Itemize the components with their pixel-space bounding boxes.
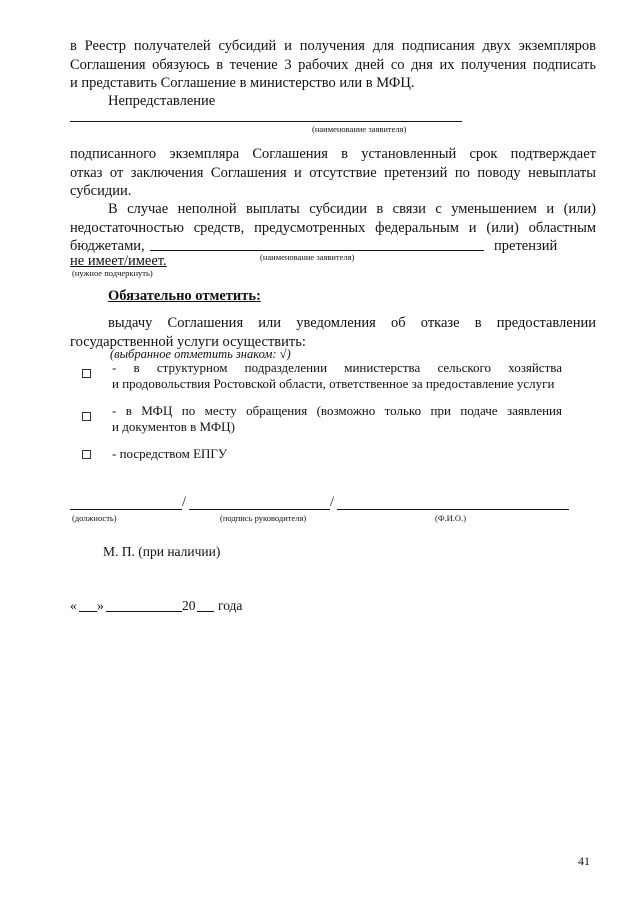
signature-caption: (подпись руководителя)	[220, 513, 307, 523]
applicant-caption-2: (наименование заявителя)	[260, 252, 355, 262]
full-name-caption: (Ф.И.О.)	[435, 513, 467, 523]
paragraph-line: подписанного экземпляра Соглашения в установленный срок подтверждает	[70, 146, 596, 162]
signature-line	[189, 509, 330, 510]
option-ministry	[112, 360, 562, 392]
budgets-label: бюджетами,	[70, 238, 145, 254]
signature-slash: /	[182, 494, 187, 510]
option-mfc	[112, 403, 562, 435]
applicant-caption-1: (наименование заявителя)	[312, 124, 407, 134]
option-line: и документов в МФЦ)	[112, 419, 235, 434]
paragraph-line: недостаточностью средств, предусмотренных федеральным и (или) областным	[70, 219, 596, 236]
paragraph-line: Соглашения обязуюсь в течение 3 рабочих дней со дня их получения подписать	[70, 56, 596, 73]
signature-slash: /	[330, 494, 335, 510]
date-year-line	[197, 611, 214, 612]
nonsubmission-label: Непредставление	[108, 93, 216, 109]
paragraph-line: государственной услуги осуществить:	[70, 333, 306, 350]
option-epgu	[112, 446, 562, 462]
option-line: - посредством ЕПГУ	[112, 446, 228, 461]
position-line	[70, 509, 182, 510]
position-caption: (должность)	[72, 513, 117, 523]
selection-hint: (выбранное отметить знаком: √)	[110, 347, 291, 361]
date-month-line	[106, 611, 182, 612]
date-open-quote: «	[70, 598, 77, 613]
option-checkbox-epgu[interactable]	[82, 450, 91, 459]
mandatory-heading: Обязательно отметить:	[108, 288, 261, 304]
page-number: 41	[578, 854, 590, 868]
paragraph-line: отказ от заключения Соглашения и отсутствие претензий по поводу невыплаты	[70, 164, 596, 181]
date-year-prefix: 20	[182, 598, 196, 613]
paragraph-partial-payment	[70, 200, 596, 237]
paragraph-line: в Реестр получателей субсидий и получения для подписания двух экземпляров	[70, 38, 596, 54]
paragraph-line: В случае неполной выплаты субсидии в связи с уменьшением и (или)	[108, 201, 596, 217]
option-checkbox-mfc[interactable]	[82, 412, 91, 421]
date-close-quote: »	[97, 598, 104, 613]
option-line: - в МФЦ по месту обращения (возможно только при подаче заявления	[112, 403, 562, 418]
paragraph-registry	[70, 37, 596, 93]
claims-label: претензий	[494, 238, 558, 254]
paragraph-refusal	[70, 145, 596, 201]
option-checkbox-ministry[interactable]	[82, 369, 91, 378]
option-line: - в структурном подразделении министерства сельского хозяйства	[112, 360, 562, 375]
date-suffix: года	[218, 598, 243, 613]
stamp-label: М. П. (при наличии)	[103, 544, 221, 559]
paragraph-line: и представить Соглашение в министерство или в МФЦ.	[70, 75, 415, 91]
date-day-line	[79, 611, 97, 612]
has-or-not-choice[interactable]: не имеет/имеет.	[70, 253, 167, 269]
underline-caption: (нужное подчеркнуть)	[72, 268, 153, 278]
full-name-line	[337, 509, 569, 510]
paragraph-line: выдачу Соглашения или уведомления об отказе в предоставлении	[108, 315, 596, 331]
applicant-name-line-2	[150, 250, 484, 251]
paragraph-line: субсидии.	[70, 183, 132, 199]
option-line: и продовольствия Ростовской области, ответственное за предоставление услуги	[112, 376, 555, 391]
applicant-name-line-1	[70, 121, 462, 122]
issuance-paragraph	[70, 314, 596, 351]
